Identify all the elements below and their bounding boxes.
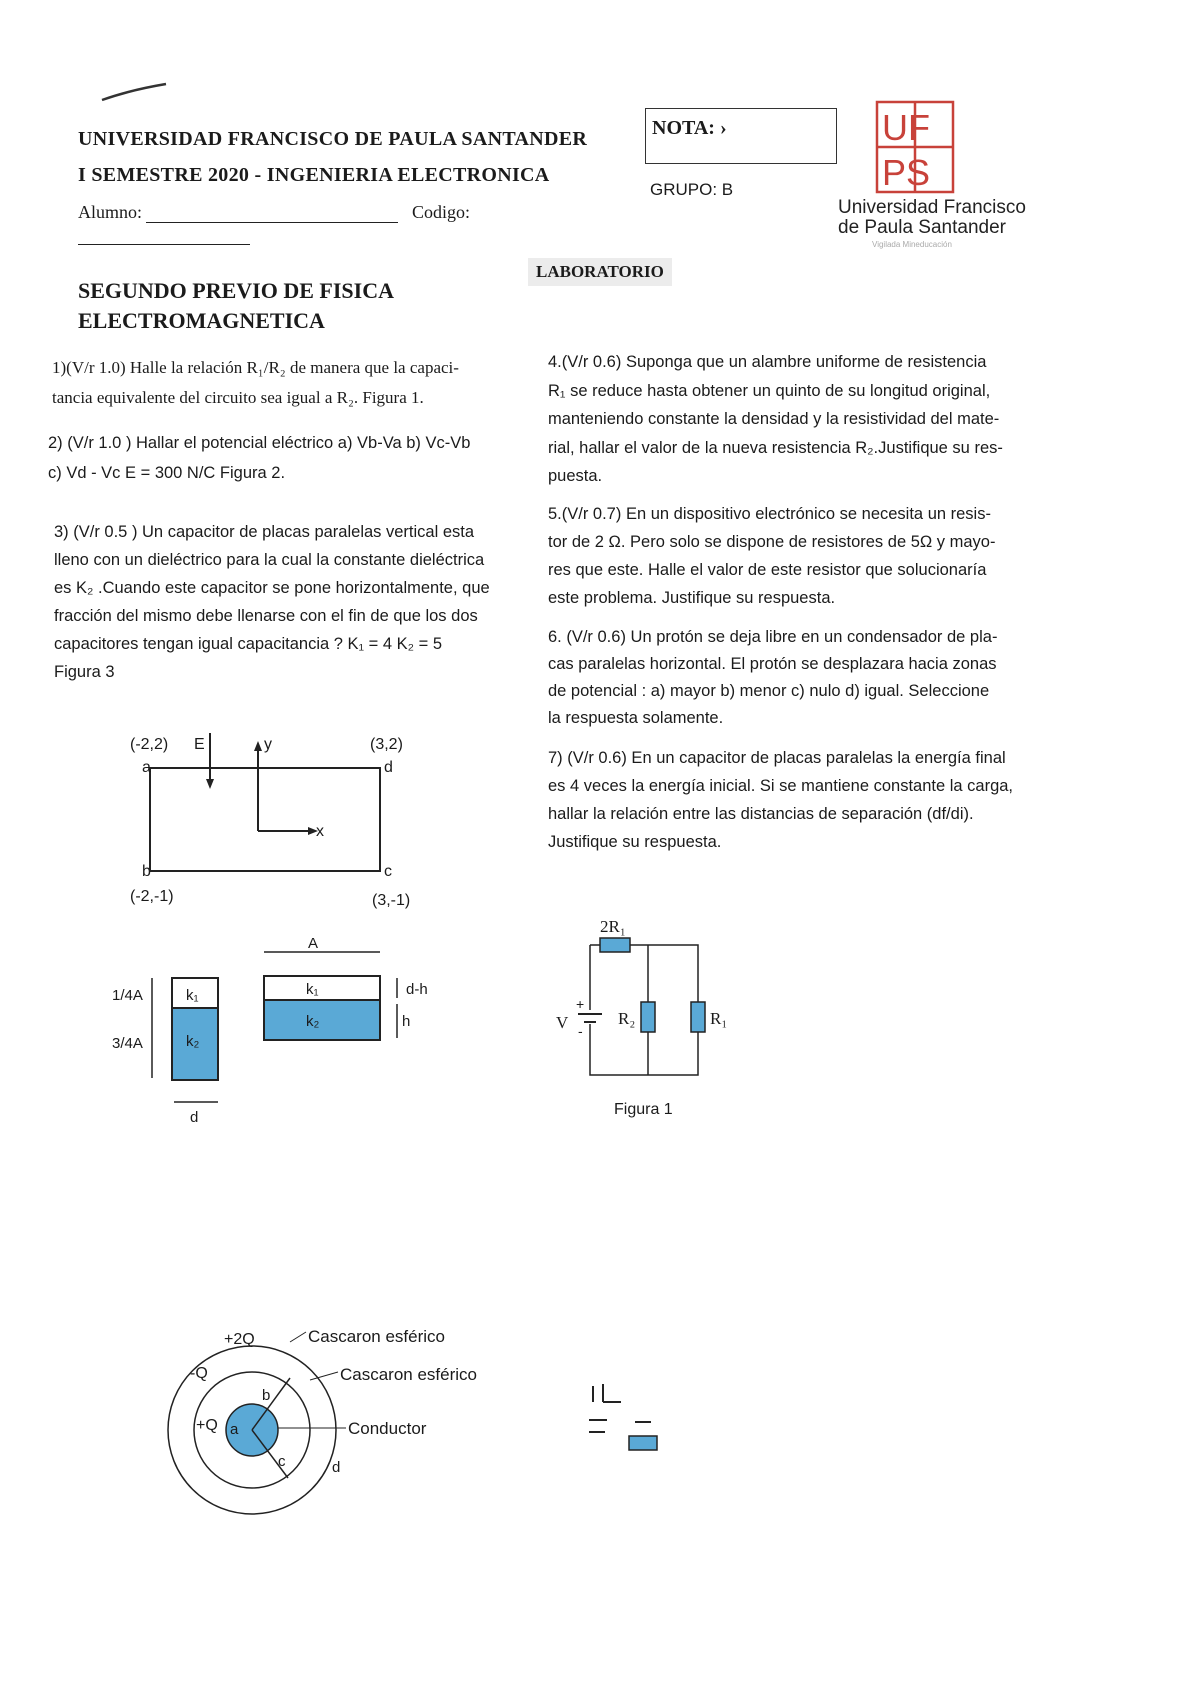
figure-2 — [120, 725, 440, 915]
label-d-vertical: d — [190, 1109, 199, 1126]
q3-line: 3) (V/r 0.5 ) Un capacitor de placas paralelas vertical esta — [54, 523, 475, 541]
logo-letters-top: UF — [882, 107, 930, 148]
figure-3 — [100, 930, 460, 1130]
q6-line: de potencial : a) mayor b) menor c) nulo d) igual. Seleccione — [548, 682, 990, 700]
label-e: E — [194, 736, 205, 753]
logo-name-line1: Universidad Francisco — [838, 197, 1026, 218]
label-one-quarter-a: 1/4A — [112, 987, 143, 1004]
leader-shell1 — [290, 1332, 306, 1342]
exam-title-line2: ELECTROMAGNETICA — [78, 308, 325, 333]
q4-line: 4.(V/r 0.6) Suponga que un alambre uniforme de resistencia — [548, 353, 987, 371]
label-d: d — [332, 1459, 341, 1476]
q3-line: lleno con un dieléctrico para la cual la constante dieléctrica — [54, 551, 485, 569]
label-plus-2q: +2Q — [224, 1331, 255, 1348]
q2-line: 2) (V/r 1.0 ) Hallar el potencial eléctrico a) Vb-Va b) Vc-Vb — [48, 434, 471, 452]
label-c: c — [278, 1453, 286, 1470]
exam-title-line1: SEGUNDO PREVIO DE FISICA — [78, 278, 394, 303]
q4-line: rial, hallar el valor de la nueva resistencia R₂.Justifique su res- — [548, 438, 1003, 457]
coord-top-left: (-2,2) — [130, 736, 169, 753]
question-1 — [52, 353, 502, 413]
label-2r1: 2R₁ — [600, 917, 626, 936]
label-v: V — [556, 1013, 569, 1032]
alumno-label: Alumno: — [78, 202, 143, 222]
horizontal-cap-k1 — [264, 976, 380, 1000]
label-minus-q: -Q — [190, 1365, 208, 1382]
y-axis-arrowhead-icon — [254, 741, 262, 751]
q5-line: res que este. Halle el valor de este resistor que solucionaría — [548, 561, 987, 579]
q4-line: manteniendo constante la densidad y la resistividad del mate- — [548, 410, 1000, 428]
label-r2: R₂ — [618, 1009, 636, 1028]
q6-line: la respuesta solamente. — [548, 709, 724, 727]
q7-line: es 4 veces la energía inicial. Si se mantiene constante la carga, — [548, 777, 1014, 795]
label-shell-inner: Cascaron esférico — [340, 1365, 478, 1384]
label-y: y — [264, 736, 272, 753]
label-k2-vertical: k₂ — [186, 1033, 200, 1050]
point-a: a — [142, 759, 151, 776]
nota-label: NOTA: › — [652, 117, 727, 139]
q7-line: 7) (V/r 0.6) En un capacitor de placas paralelas la energía final — [548, 749, 1006, 767]
label-a: a — [230, 1421, 239, 1438]
resistor-2r1 — [600, 938, 630, 952]
q5-line: este problema. Justifique su respuesta. — [548, 589, 836, 607]
alumno-field[interactable] — [146, 222, 398, 223]
q5-line: 5.(V/r 0.7) En un dispositivo electrónico se necesita un resis- — [548, 505, 991, 523]
battery-minus: - — [578, 1023, 583, 1039]
coord-top-right: (3,2) — [370, 736, 403, 753]
exam-title — [78, 276, 394, 336]
logo-tagline: Vigilada Mineducación — [872, 240, 952, 249]
label-conductor: Conductor — [348, 1419, 427, 1438]
q6-line: 6. (V/r 0.6) Un protón se deja libre en un condensador de pla- — [548, 628, 998, 646]
question-4 — [548, 348, 1018, 491]
question-5 — [548, 500, 1018, 612]
q2-line: c) Vd - Vc E = 300 N/C Figura 2. — [48, 464, 286, 482]
nota-box — [645, 108, 837, 164]
e-field-arrowhead-icon — [206, 779, 214, 789]
label-k1-horizontal: k₁ — [306, 981, 319, 998]
question-2 — [48, 428, 498, 488]
q3-line: fracción del mismo debe llenarse con el fin de que los dos — [54, 607, 478, 625]
coord-bottom-left: (-2,-1) — [130, 888, 174, 905]
figure-1-caption: Figura 1 — [614, 1101, 673, 1118]
figure-1 — [550, 910, 770, 1130]
scribble-marks — [585, 1380, 675, 1460]
q7-line: Justifique su respuesta. — [548, 833, 722, 851]
label-a-horizontal: A — [308, 935, 319, 952]
q3-line: es K₂ .Cuando este capacitor se pone horizontalmente, que — [54, 579, 490, 597]
ufps-logo-mark — [875, 100, 957, 196]
codigo-field[interactable] — [78, 244, 250, 245]
point-c: c — [384, 863, 392, 880]
q1-line: 1)(V/r 1.0) Halle la relación R₁/R₂ de manera que la capaci- — [52, 358, 459, 377]
label-d-minus-h: d-h — [406, 981, 428, 998]
grupo-label: GRUPO: B — [650, 180, 734, 199]
q4-line: puesta. — [548, 467, 603, 485]
q3-line: Figura 3 — [54, 663, 115, 681]
coord-bottom-right: (3,-1) — [372, 892, 411, 909]
label-shell-outer: Cascaron esférico — [308, 1327, 446, 1346]
q5-line: tor de 2 Ω. Pero solo se dispone de resistores de 5Ω y mayo- — [548, 533, 996, 551]
label-b: b — [262, 1387, 271, 1404]
q3-line: capacitores tengan igual capacitancia ? K₁ = 4 K₂ = 5 — [54, 635, 443, 653]
q4-line: R₁ se reduce hasta obtener un quinto de su longitud original, — [548, 381, 991, 400]
label-r1: R₁ — [710, 1009, 728, 1028]
resistor-r1 — [691, 1002, 705, 1032]
question-6 — [548, 624, 1018, 732]
horizontal-cap-k2 — [264, 1000, 380, 1040]
label-three-quarter-a: 3/4A — [112, 1035, 143, 1052]
resistor-r2 — [641, 1002, 655, 1032]
pen-mark — [100, 80, 170, 105]
figure-4 — [160, 1320, 500, 1550]
label-h: h — [402, 1013, 411, 1030]
label-x: x — [316, 823, 324, 840]
logo-letters-bottom: PS — [882, 152, 931, 193]
lab-badge: LABORATORIO — [528, 258, 672, 286]
logo-name — [838, 198, 1026, 238]
semester-line: I SEMESTRE 2020 - INGENIERIA ELECTRONICA — [78, 164, 550, 186]
point-d: d — [384, 759, 393, 776]
label-k2-horizontal: k₂ — [306, 1013, 320, 1030]
q7-line: hallar la relación entre las distancias de separación (df/di). — [548, 805, 974, 823]
university-name: UNIVERSIDAD FRANCISCO DE PAULA SANTANDER — [78, 128, 588, 150]
label-k1-vertical: k₁ — [186, 987, 199, 1004]
question-3 — [54, 518, 504, 686]
question-7 — [548, 744, 1018, 856]
label-plus-q: +Q — [196, 1417, 218, 1434]
fig2-rectangle — [150, 768, 380, 871]
logo-name-line2: de Paula Santander — [838, 217, 1006, 238]
codigo-label: Codigo: — [412, 202, 471, 222]
point-b: b — [142, 863, 151, 880]
battery-plus: + — [576, 996, 585, 1012]
q6-line: cas paralelas horizontal. El protón se desplazara hacia zonas — [548, 655, 997, 673]
q1-line: tancia equivalente del circuito sea igual a R₂. Figura 1. — [52, 388, 424, 407]
